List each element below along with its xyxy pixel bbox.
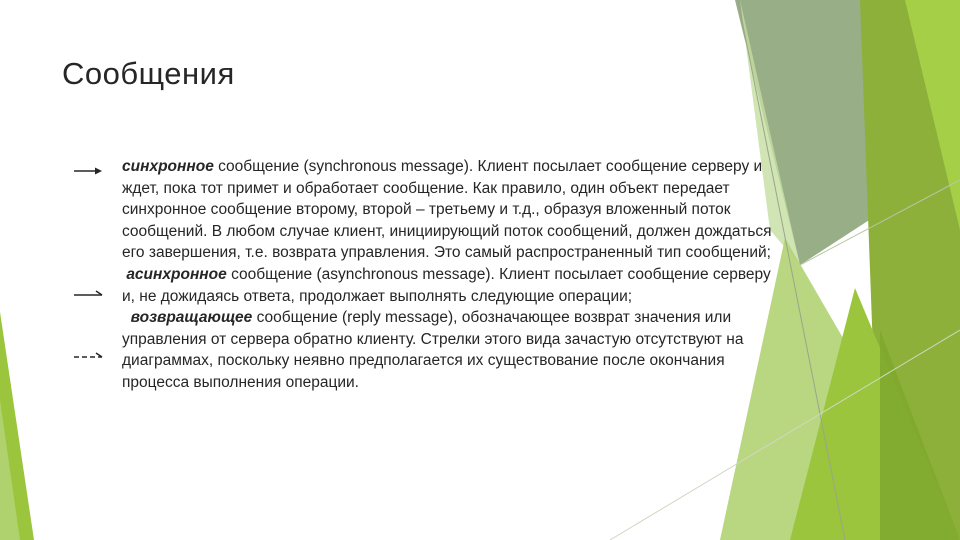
item-description: сообщение (synchronous message). Клиент посылает сообщение серверу и ждет, пока тот примет и обработает сообщение. Как правило, один объект передает синхронное сообщение второму, второй – третьему и т.д., образуя вложенный поток сообщений. В любом случае клиент, инициирующий поток сообщений, должен дождаться его завершения, т.е. возврата управления. Это самый распространенный тип сообщений; — [122, 158, 772, 262]
term-reply: возвращающее — [130, 309, 253, 327]
message-types-list — [122, 156, 787, 394]
item-lead — [122, 309, 131, 326]
term-synchronous: синхронное — [122, 158, 214, 175]
synchronous-arrow-icon — [74, 168, 102, 175]
list-item — [122, 156, 787, 264]
item-description: сообщение (asynchronous message). Клиент посылает сообщение серверу и, не дожидаясь ответа, продолжает выполнять следующие операции; — [122, 265, 771, 305]
list-item — [122, 307, 787, 393]
reply-arrow-icon — [74, 353, 102, 357]
slide-title: Сообщения — [62, 56, 235, 91]
item-description: сообщение (reply message), обозначающее возврат значения или управления от сервера обратно клиенту. Стрелки этого вида зачастую отсутствуют на диаграммах, поскольку неявно предполагается их существование после окончания процесса выполнения операции. — [122, 309, 744, 391]
asynchronous-arrow-icon — [74, 291, 102, 295]
term-asynchronous: асинхронное — [126, 265, 227, 283]
list-item — [122, 264, 787, 307]
